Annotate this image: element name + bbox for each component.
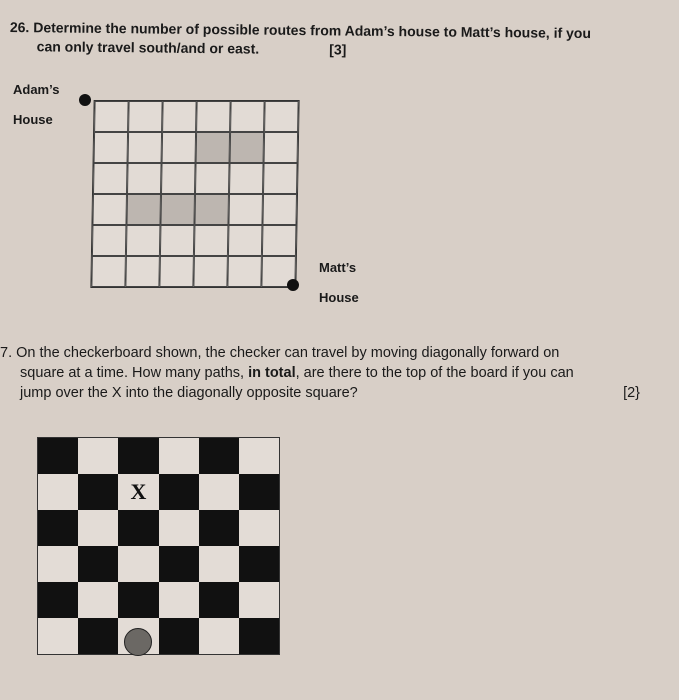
question-27-line2: square at a time. How many paths,	[20, 365, 249, 381]
question-27-line3: jump over the X into the diagonally opposite square?	[20, 385, 358, 401]
white-square	[38, 546, 78, 582]
grid-cell	[128, 101, 163, 132]
white-square	[118, 546, 158, 582]
grid-cell	[228, 225, 263, 256]
black-square	[239, 474, 279, 510]
shaded-cell	[230, 132, 265, 163]
grid-cell	[264, 101, 299, 132]
black-square	[78, 546, 118, 582]
grid-cell	[127, 163, 162, 194]
start-label-house: House	[13, 112, 53, 127]
black-square	[38, 510, 78, 546]
grid-cell	[94, 101, 129, 132]
white-square	[38, 474, 78, 510]
end-dot	[287, 279, 299, 291]
black-square	[78, 618, 118, 654]
black-square	[118, 582, 158, 618]
white-square	[118, 474, 158, 510]
question-27-line2-end: , are there to the top of the board if you can	[295, 365, 574, 381]
grid-cell	[162, 101, 197, 132]
question-26	[10, 18, 591, 62]
white-square	[199, 546, 239, 582]
grid-cell	[227, 256, 262, 287]
start-dot	[79, 94, 91, 106]
black-square	[239, 618, 279, 654]
white-square	[239, 510, 279, 546]
white-square	[159, 438, 199, 474]
grid-cell	[159, 256, 194, 287]
white-square	[199, 474, 239, 510]
black-square	[118, 510, 158, 546]
bold-text: in total	[248, 365, 296, 381]
start-label: Adam’s	[13, 82, 60, 97]
grid-cell	[128, 132, 163, 163]
white-square	[78, 438, 118, 474]
grid-cell	[196, 101, 231, 132]
black-square	[199, 582, 239, 618]
end-label-house: House	[319, 290, 359, 305]
grid-cell	[262, 194, 297, 225]
black-square	[78, 474, 118, 510]
white-square	[239, 438, 279, 474]
grid-cell	[125, 256, 160, 287]
white-square	[239, 582, 279, 618]
grid-cell	[228, 194, 263, 225]
grid-cell	[126, 225, 161, 256]
grid-cell	[194, 225, 229, 256]
question-26-line2: can only travel south/and or east.	[36, 38, 260, 57]
black-square	[38, 582, 78, 618]
grid-cell	[161, 163, 196, 194]
shaded-cell	[194, 194, 229, 225]
marks: [3]	[329, 41, 347, 58]
grid-cell	[93, 163, 128, 194]
grid-cell	[92, 225, 127, 256]
grid-cell	[230, 101, 265, 132]
white-square	[118, 618, 158, 654]
black-square	[159, 474, 199, 510]
checker-piece	[124, 628, 152, 656]
white-square	[159, 582, 199, 618]
grid-cell	[160, 225, 195, 256]
white-square	[78, 582, 118, 618]
grid-cell	[264, 132, 299, 163]
end-label: Matt’s	[319, 260, 357, 275]
grid-cell	[91, 256, 126, 287]
question-26-line1: 26. Determine the number of possible routes from Adam’s house to Matt’s house, if you	[9, 18, 592, 42]
white-square	[78, 510, 118, 546]
black-square	[239, 546, 279, 582]
black-square	[159, 618, 199, 654]
white-square	[159, 510, 199, 546]
black-square	[199, 510, 239, 546]
black-square	[199, 438, 239, 474]
question-27-line1: 7. On the checkerboard shown, the checker can travel by moving diagonally forward on	[0, 345, 560, 361]
checkerboard	[37, 437, 280, 655]
white-square	[38, 618, 78, 654]
marks: [2}	[623, 385, 640, 401]
grid-cell	[162, 132, 197, 163]
shaded-cell	[160, 194, 195, 225]
shaded-cell	[126, 194, 161, 225]
black-square	[38, 438, 78, 474]
grid-cell	[229, 163, 264, 194]
black-square	[118, 438, 158, 474]
question-27	[0, 343, 670, 403]
grid-cell	[92, 194, 127, 225]
shaded-cell	[196, 132, 231, 163]
grid-cell	[263, 163, 298, 194]
white-square	[199, 618, 239, 654]
route-grid	[90, 100, 299, 288]
black-square	[159, 546, 199, 582]
grid-cell	[262, 225, 297, 256]
grid-cell	[94, 132, 129, 163]
x-mark: X	[130, 479, 147, 504]
grid-cell	[195, 163, 230, 194]
grid-cell	[193, 256, 228, 287]
